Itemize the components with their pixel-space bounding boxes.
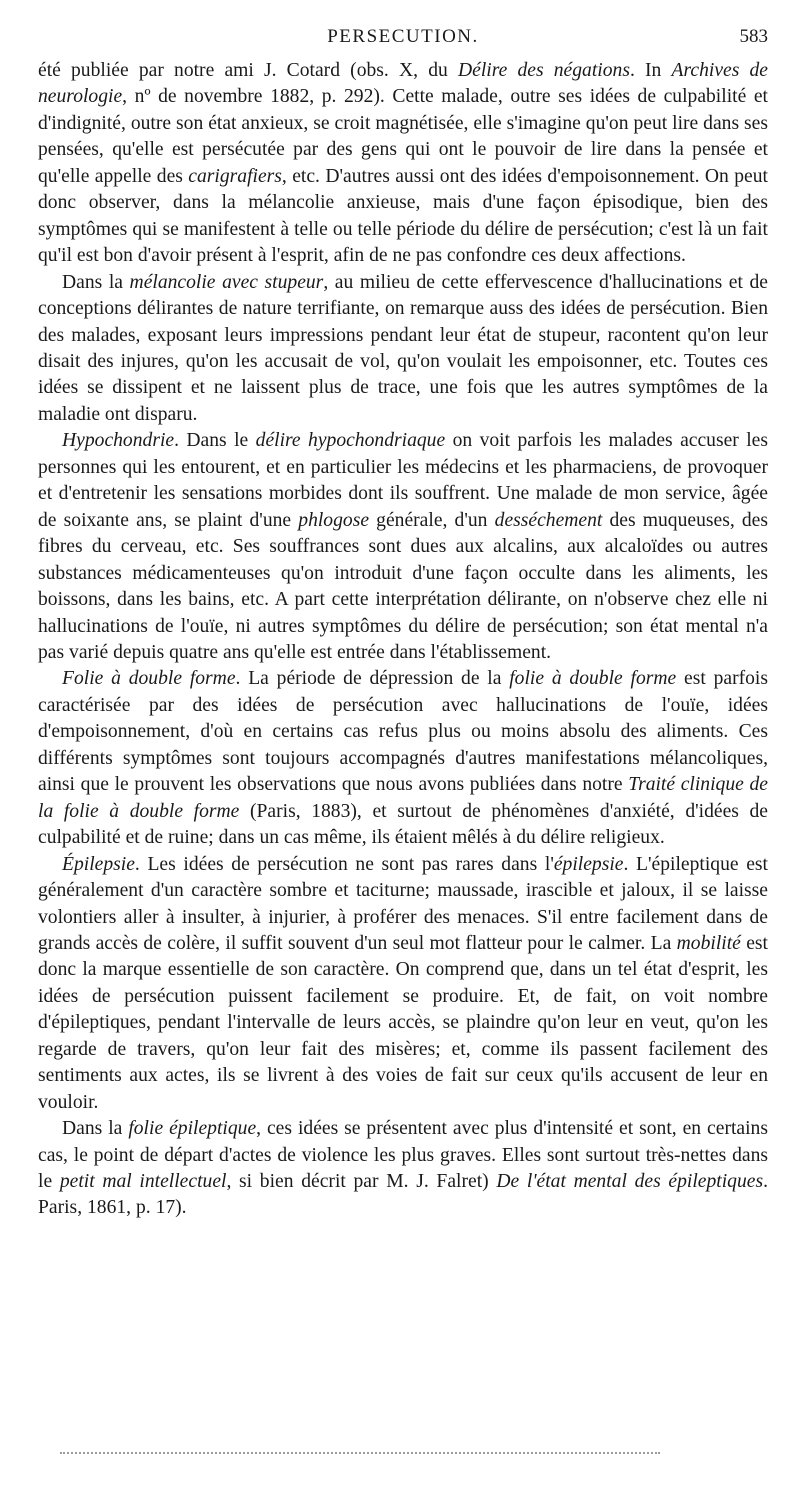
italic-text: Délire des négations — [457, 60, 630, 81]
text-run: on voit parfois les malades accuser les personnes qui les entourent, et en particulier les médecins et les pharmaciens, de provoquer et d'entretenir les sensations morbides dont ils souffrent. Une malade de mon service, âgée de soixante ans, se plaint d'une — [38, 430, 768, 531]
paragraph — [38, 428, 768, 666]
text-run: . Dans le — [174, 430, 256, 452]
italic-text: mélancolie avec stupeur — [129, 271, 324, 293]
italic-text: desséchement — [494, 509, 603, 531]
italic-text: petit mal intellectuel — [59, 1171, 227, 1193]
text-run: générale, d'un — [369, 509, 495, 531]
italic-text: délire hypochondriaque — [255, 430, 446, 452]
italic-text: Épilepsie — [62, 853, 135, 875]
text-run: . Paris, 1861, p. 17). — [38, 1171, 768, 1219]
italic-text: folie épileptique — [128, 1118, 257, 1140]
italic-text: De l'état mental des épileptiques — [496, 1171, 764, 1193]
page-number: 583 — [739, 26, 768, 47]
text-run: , au milieu de cette effervescence d'hallucinations et de conceptions délirantes de nature terrifiante, on remarque auss des idées de persécution. Bien des malades, exposant leurs impressions pendant leur état de stupeur, racontent qu'on leur disait des injures, qu'on les accusait de vol, qu'on voulait les empoisonner, etc. Toutes ces idées se dissipent et ne laissent plus de trace, une fois que les autres symptômes de la maladie ont disparu. — [38, 271, 768, 425]
text-run: . In — [629, 60, 672, 81]
italic-text: Folie à double forme — [62, 668, 236, 690]
text-run: . La période de dépression de la — [235, 668, 510, 690]
text-run: Dans la — [62, 1118, 129, 1140]
italic-text: Hypochondrie — [62, 430, 175, 452]
text-run: est parfois caractérisée par des idées de persécution avec hallucinations de l'ouïe, idées d'empoisonnement, d'où en certains cas refus plus ou moins absolu des aliments. Ces différents symptômes sont toujours accompagnés d'autres manifestations mélancoliques, ainsi que le prouvent les observations que nous avons publiées dans notre — [38, 668, 768, 796]
paragraph — [38, 666, 768, 851]
italic-text: mobilité — [676, 932, 741, 954]
paragraph — [38, 1116, 768, 1222]
body-text — [38, 58, 768, 1222]
text-run: , etc. D'autres aussi ont des idées d'empoisonnement. On peut donc observer, dans la mélancolie anxieuse, mais d'une façon épisodique, bien des symptômes qui se manifestent à telle ou telle période du délire de persécution; c'est là un fait qu'il est bon d'avoir présent à l'esprit, afin de ne pas confondre ces deux affections. — [38, 165, 768, 267]
running-header — [38, 26, 768, 58]
bottom-scan-marks — [60, 1452, 660, 1454]
paragraph — [38, 58, 768, 270]
paragraph — [38, 270, 768, 429]
text-run: (Paris, 1883), et surtout de phénomènes d'anxiété, d'idées de culpabilité et de ruine; dans un cas même, ils étaient mêlés à du délire religieux. — [38, 800, 769, 849]
running-title: PERSECUTION. — [327, 26, 479, 47]
text-run: . Les idées de persécution ne sont pas rares dans l' — [134, 853, 554, 875]
text-run: , si bien décrit par M. J. Falret) — [226, 1171, 497, 1193]
text-run: , ces idées se présentent avec plus d'intensité et sont, en certains cas, le point de départ d'actes de violence les plus graves. Elles sont surtout très-nettes dans le — [38, 1118, 768, 1193]
text-run: . L'épileptique est généralement d'un caractère sombre et taciturne; maussade, irascible et jaloux, il se laisse volontiers aller à insulter, à injurier, à proférer des menaces. S'il entre facilement dans de grands accès de colère, il suffit souvent d'un seul mot flatteur pour le calmer. La — [38, 853, 768, 954]
italic-text: folie à double forme — [509, 668, 677, 690]
italic-text: Traité clinique de la folie à double forme — [38, 774, 768, 822]
italic-text: phlogose — [298, 509, 370, 531]
italic-text: épilepsie — [553, 853, 624, 875]
italic-text: Archives de neurologie — [38, 60, 768, 108]
text-run: été publiée par notre ami J. Cotard (obs. X, du — [38, 60, 458, 81]
paragraph — [38, 852, 768, 1117]
text-run: , nº de novembre 1882, p. 292). Cette malade, outre ses idées de culpabilité et d'indignité, outre son état anxieux, se croit magnétisée, elle s'imagine qu'on peut lire dans ses pensées, qu'elle est persécutée par des gens qui ont le pouvoir de lire dans la pensée et qu'elle appelle des — [38, 86, 768, 187]
text-run: des muqueuses, des fibres du cerveau, etc. Ses souffrances sont dues aux alcalins, aux alcaloïdes ou autres substances médicamenteuses qu'on introduit d'une façon occulte dans les aliments, les boissons, dans les bains, etc. A part cette interprétation délirante, on n'observe chez elle ni hallucinations de l'ouïe, ni autres symptômes du délire de persécution; son état mental n'a pas varié depuis quatre ans qu'elle est entrée dans l'établissement. — [38, 509, 769, 663]
text-run: Dans la — [62, 271, 130, 293]
text-run: est donc la marque essentielle de son caractère. On comprend que, dans un tel état d'esprit, les idées de persécution puissent facilement se produire. Et, de fait, on voit nombre d'épileptiques, pendant l'intervalle de leurs accès, se plaindre qu'on leur en veut, qu'on les regarde de travers, qu'on leur fait des misères; et, comme ils passent facilement des sentiments aux actes, ils se livrent à des voies de fait sur ceux qu'ils accusent de leur en vouloir. — [38, 932, 768, 1113]
italic-text: carigrafiers — [188, 165, 282, 187]
